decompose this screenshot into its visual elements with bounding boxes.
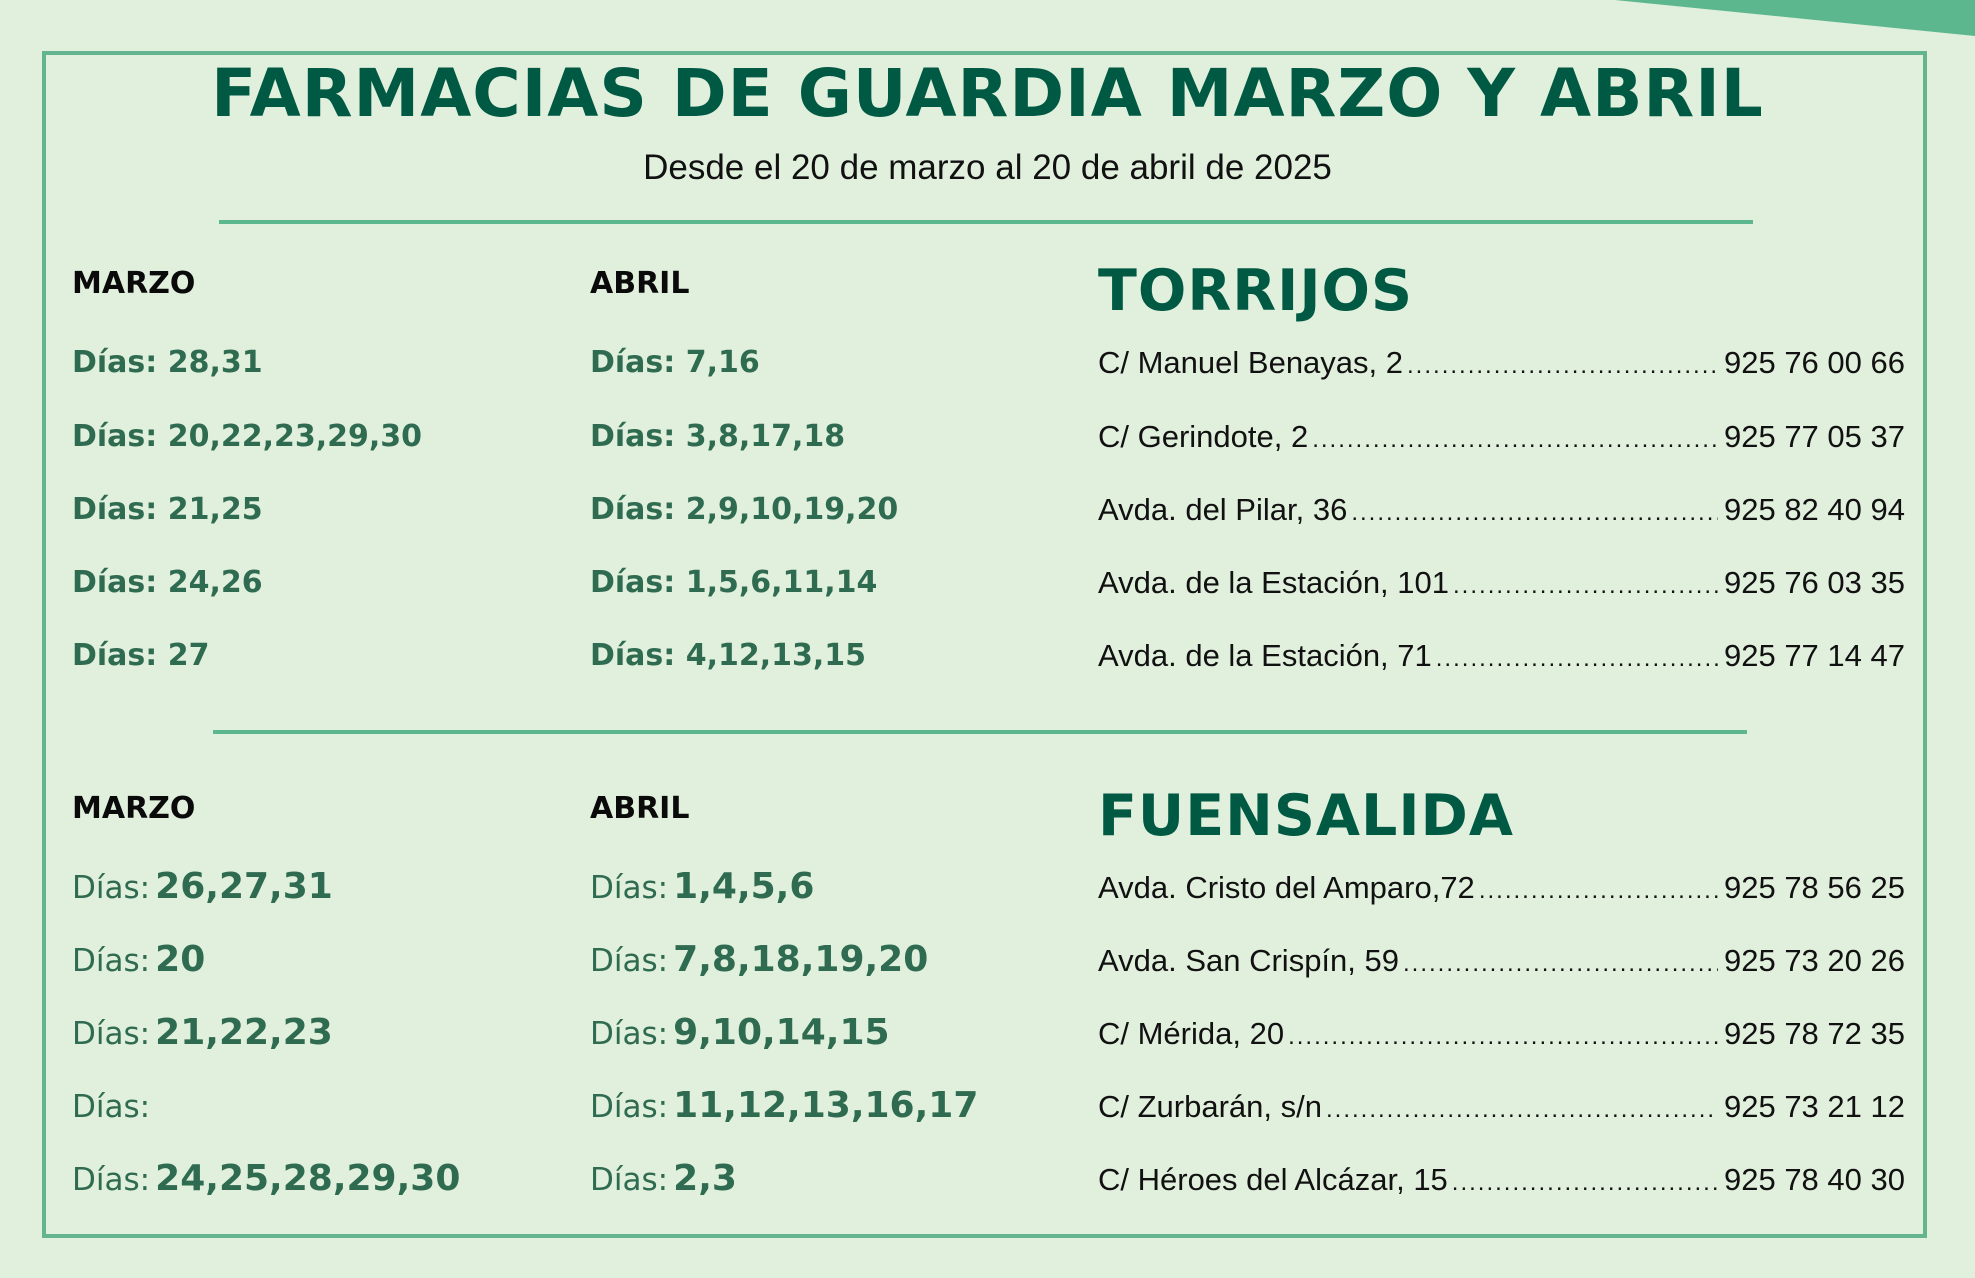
- town-heading: TORRIJOS: [1098, 258, 1414, 324]
- april-days: [590, 1085, 978, 1126]
- pharmacy-address: C/ Héroes del Alcázar, 15: [1098, 1162, 1448, 1197]
- pharmacy-entry: [1098, 1162, 1905, 1198]
- april-days: Días: 2,9,10,19,20: [590, 492, 899, 527]
- days-prefix: Días:: [590, 870, 669, 906]
- april-column-header: ABRIL: [590, 266, 690, 301]
- march-days: [72, 866, 333, 907]
- april-day-numbers: 2,3: [673, 1158, 737, 1199]
- march-days: Días: 27: [72, 638, 210, 673]
- april-days: [590, 1158, 737, 1199]
- april-days: Días: 1,5,6,11,14: [590, 565, 878, 600]
- april-day-numbers: 11,12,13,16,17: [673, 1085, 979, 1126]
- days-prefix: Días:: [72, 1089, 151, 1125]
- divider-middle: [213, 730, 1747, 734]
- april-days: Días: 4,12,13,15: [590, 638, 867, 673]
- april-days: [590, 1012, 890, 1053]
- march-days: Días: 20,22,23,29,30: [72, 419, 423, 454]
- pharmacy-row: [0, 866, 1975, 916]
- april-column-header: ABRIL: [590, 791, 690, 826]
- corner-accent-shape: [1615, 0, 1975, 36]
- pharmacy-row: [0, 345, 1975, 395]
- page-title: FARMACIAS DE GUARDIA MARZO Y ABRIL: [211, 55, 1764, 132]
- dot-leader: [1288, 1023, 1718, 1051]
- days-prefix: Días:: [72, 870, 151, 906]
- april-days: [590, 866, 814, 907]
- pharmacy-phone: 925 78 56 25: [1723, 870, 1905, 905]
- march-days: Días: 28,31: [72, 345, 263, 380]
- town-heading: FUENSALIDA: [1098, 783, 1514, 849]
- pharmacy-address: Avda. de la Estación, 71: [1098, 638, 1432, 673]
- march-column-header: MARZO: [72, 266, 196, 301]
- march-days: Días: 21,25: [72, 492, 263, 527]
- march-day-numbers: 24,25,28,29,30: [155, 1158, 461, 1199]
- dot-leader: [1312, 426, 1718, 454]
- pharmacy-entry: [1098, 638, 1905, 674]
- april-days: Días: 3,8,17,18: [590, 419, 846, 454]
- divider-top: [219, 220, 1753, 224]
- march-days: [72, 939, 205, 980]
- april-days: Días: 7,16: [590, 345, 760, 380]
- pharmacy-address: C/ Zurbarán, s/n: [1098, 1089, 1322, 1124]
- pharmacy-phone: 925 77 14 47: [1723, 638, 1905, 673]
- march-days: Días: 24,26: [72, 565, 263, 600]
- pharmacy-row: [0, 939, 1975, 989]
- days-prefix: Días:: [590, 1162, 669, 1198]
- march-day-numbers: 20: [155, 939, 206, 980]
- page-subtitle: Desde el 20 de marzo al 20 de abril de 2025: [643, 148, 1332, 187]
- april-day-numbers: 9,10,14,15: [673, 1012, 890, 1053]
- april-day-numbers: 7,8,18,19,20: [673, 939, 929, 980]
- days-prefix: Días:: [590, 1016, 669, 1052]
- days-prefix: Días:: [590, 943, 669, 979]
- pharmacy-phone: 925 73 21 12: [1723, 1089, 1905, 1124]
- pharmacy-entry: [1098, 1016, 1905, 1052]
- march-day-numbers: 21,22,23: [155, 1012, 333, 1053]
- pharmacy-phone: 925 78 40 30: [1723, 1162, 1905, 1197]
- dot-leader: [1407, 352, 1718, 380]
- days-prefix: Días:: [590, 1089, 669, 1125]
- april-days: [590, 939, 928, 980]
- pharmacy-entry: [1098, 943, 1905, 979]
- pharmacy-phone: 925 78 72 35: [1723, 1016, 1905, 1051]
- dot-leader: [1453, 572, 1718, 600]
- march-column-header: MARZO: [72, 791, 196, 826]
- pharmacy-entry: [1098, 419, 1905, 455]
- pharmacy-address: Avda. Cristo del Amparo,72: [1098, 870, 1475, 905]
- march-days: [72, 1085, 150, 1126]
- pharmacy-row: [0, 1158, 1975, 1208]
- dot-leader: [1436, 645, 1718, 673]
- pharmacy-address: Avda. San Crispín, 59: [1098, 943, 1399, 978]
- pharmacy-entry: [1098, 1089, 1905, 1125]
- march-days: [72, 1012, 333, 1053]
- days-prefix: Días:: [72, 943, 151, 979]
- pharmacy-row: [0, 419, 1975, 469]
- pharmacy-row: [0, 565, 1975, 615]
- pharmacy-entry: [1098, 492, 1905, 528]
- pharmacy-phone: 925 76 03 35: [1723, 565, 1905, 600]
- dot-leader: [1351, 499, 1718, 527]
- pharmacy-entry: [1098, 565, 1905, 601]
- pharmacy-phone: 925 73 20 26: [1723, 943, 1905, 978]
- pharmacy-row: [0, 1085, 1975, 1135]
- pharmacy-entry: [1098, 870, 1905, 906]
- pharmacy-address: C/ Manuel Benayas, 2: [1098, 345, 1404, 380]
- days-prefix: Días:: [72, 1016, 151, 1052]
- dot-leader: [1403, 950, 1718, 978]
- pharmacy-row: [0, 1012, 1975, 1062]
- pharmacy-phone: 925 76 00 66: [1723, 345, 1905, 380]
- pharmacy-row: [0, 492, 1975, 542]
- dot-leader: [1452, 1169, 1718, 1197]
- pharmacy-address: Avda. del Pilar, 36: [1098, 492, 1348, 527]
- march-day-numbers: 26,27,31: [155, 866, 333, 907]
- march-days: [72, 1158, 460, 1199]
- pharmacy-entry: [1098, 345, 1905, 381]
- dot-leader: [1479, 877, 1718, 905]
- days-prefix: Días:: [72, 1162, 151, 1198]
- dot-leader: [1326, 1096, 1718, 1124]
- pharmacy-address: Avda. de la Estación, 101: [1098, 565, 1450, 600]
- pharmacy-row: [0, 638, 1975, 688]
- pharmacy-address: C/ Mérida, 20: [1098, 1016, 1285, 1051]
- pharmacy-phone: 925 82 40 94: [1723, 492, 1905, 527]
- pharmacy-phone: 925 77 05 37: [1723, 419, 1905, 454]
- april-day-numbers: 1,4,5,6: [673, 866, 815, 907]
- pharmacy-address: C/ Gerindote, 2: [1098, 419, 1309, 454]
